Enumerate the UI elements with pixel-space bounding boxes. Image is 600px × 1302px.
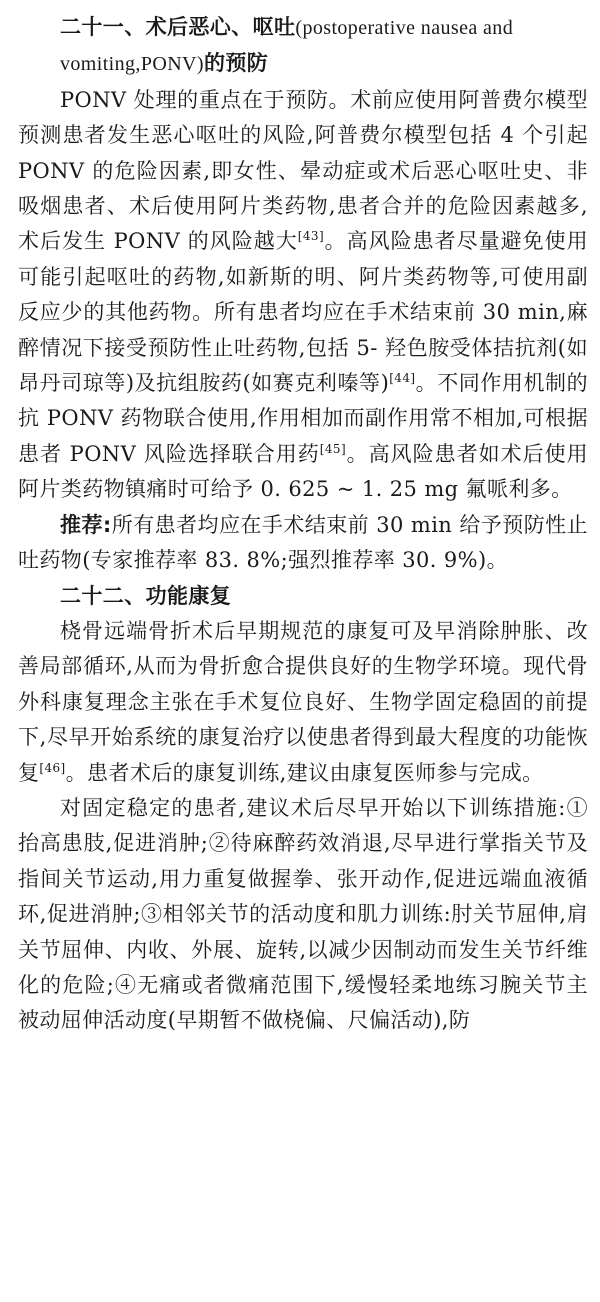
para1-text-b: 。高风险患者尽量避免使用可能引起呕吐的药物,如新斯的明、阿片类药物等,可使用副反应少的其他药物。所有患者均应在手术结束前 30 min,麻醉情况下接受预防性止吐药物,包括 5- 羟色胺受体拮抗剂(如昂丹司琼等)及抗组胺药(如赛克利嗪等) xyxy=(18,229,588,396)
recommendation-paragraph xyxy=(18,508,588,579)
section-21-heading xyxy=(18,10,588,83)
ponv-prevention-paragraph xyxy=(18,83,588,508)
section-22-heading: 二十二、功能康复 xyxy=(60,583,232,608)
training-measures-paragraph: 对固定稳定的患者,建议术后尽早开始以下训练措施:①抬高患肢,促进消肿;②待麻醉药效消退,尽早进行掌指关节及指间关节运动,用力重复做握拳、张开动作,促进远端血液循环,促进消肿;③相邻关节的活动度和肌力训练:肘关节屈伸,肩关节屈伸、内收、外展、旋转,以减少因制动而发生关节纤维化的危险;④无痛或者微痛范围下,缓慢轻柔地练习腕关节主被动屈伸活动度(早期暂不做桡偏、尺偏活动),防 xyxy=(18,795,588,1033)
section-21-title-cn: 二十一、术后恶心、呕吐 xyxy=(60,15,296,39)
citation-45: [45] xyxy=(319,441,347,456)
section-21-title-en: (postoperative nausea and vomiting,PONV) xyxy=(60,17,514,76)
para1-text-a: PONV 处理的重点在于预防。术前应使用阿普费尔模型预测患者发生恶心呕吐的风险,阿普费尔模型包括 4 个引起 PONV 的危险因素,即女性、晕动症或术后恶心呕吐史、非吸烟患者、术后使用阿片类药物,患者合并的危险因素越多,术后发生 PONV 的风险越大 xyxy=(18,87,588,254)
rehabilitation-paragraph xyxy=(18,614,588,791)
para1-text-d: 。高风险患者如术后使用阿片类药物镇痛时可给予 0. 625 ~ 1. 25 mg 氟哌利多。 xyxy=(18,441,588,502)
para2-text-a: 桡骨远端骨折术后早期规范的康复可及早消除肿胀、改善局部循环,从而为骨折愈合提供良好的生物学环境。现代骨外科康复理念主张在手术复位良好、生物学固定稳固的前提下,尽早开始系统的康复治疗以使患者得到最大程度的功能恢复 xyxy=(18,618,588,785)
citation-43: [43] xyxy=(297,229,325,244)
recommendation-text: 所有患者均应在手术结束前 30 min 给予预防性止吐药物(专家推荐率 83. 8%;强烈推荐率 30. 9%)。 xyxy=(18,512,588,573)
section-21-title-tail: 的预防 xyxy=(203,51,269,76)
para2-text-b: 。患者术后的康复训练,建议由康复医师参与完成。 xyxy=(65,760,544,785)
citation-44: [44] xyxy=(389,371,416,386)
citation-46: [46] xyxy=(39,760,66,775)
recommendation-label: 推荐: xyxy=(60,512,112,537)
para1-text-c: 。不同作用机制的抗 PONV 药物联合使用,作用相加而副作用常不相加,可根据患者 PONV 风险选择联合用药 xyxy=(18,371,588,466)
